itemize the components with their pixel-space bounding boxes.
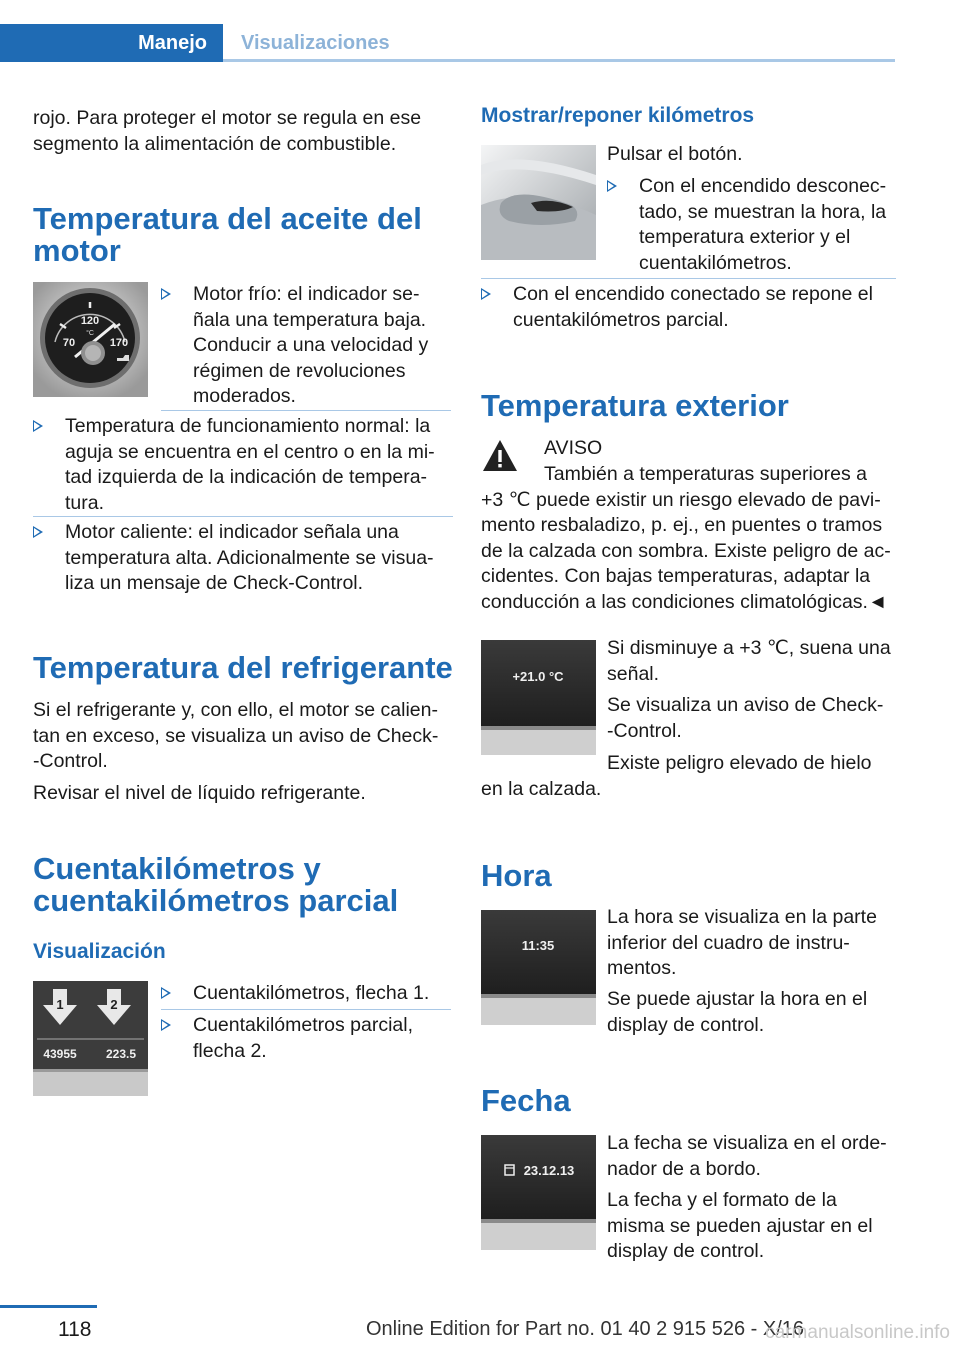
- exterior-paragraph-2: [607, 693, 883, 744]
- heading-oil-temperature: [33, 203, 422, 267]
- warning-line: mento resbaladizo, p. ej., en puentes o tramos: [481, 514, 883, 536]
- paragraph-line: señal.: [607, 662, 660, 685]
- hora-paragraph-2: [607, 987, 867, 1038]
- arrow-2-label: 2: [110, 997, 118, 1012]
- tab-manejo-label: Manejo: [138, 32, 207, 54]
- bullet-line: Cuentakilómetros parcial,: [193, 1014, 414, 1036]
- gauge-left-label: 70: [62, 337, 76, 349]
- warning-text: [481, 462, 901, 615]
- bullet-triangle-icon: [33, 420, 43, 432]
- bullet-line: Motor caliente: el indicador señala una: [65, 521, 399, 543]
- time-value: 11:35: [521, 938, 555, 953]
- paragraph-line: Si el refrigerante y, con ello, el motor se calien-: [33, 699, 438, 721]
- paragraph-line: nador de a bordo.: [607, 1157, 761, 1180]
- watermark: carmanualsonline.info: [765, 1322, 950, 1343]
- exterior-temp-display-image: [481, 640, 596, 755]
- bullet-line: moderados.: [193, 385, 296, 407]
- paragraph-line: Se puede ajustar la hora en el: [607, 988, 868, 1010]
- paragraph-line: -Control.: [607, 719, 682, 742]
- warning-line: También a temperaturas superiores a: [544, 463, 867, 485]
- warning-line: conducción a las condiciones climatológicas.◄: [481, 590, 888, 613]
- bullet-line: cuentakilómetros parcial.: [513, 308, 729, 331]
- bullet-line: Con el encendido conectado se repone el: [513, 283, 873, 305]
- trip-value: 223.5: [105, 1047, 137, 1061]
- bullet-triangle-icon: [607, 180, 617, 192]
- warning-line: +3 ℃ puede existir un riesgo elevado de pavi-: [481, 488, 881, 511]
- bullet-line: Con el encendido desconec-: [639, 175, 887, 197]
- chapter-tabs: [0, 24, 895, 62]
- odometer-value: 43955: [43, 1047, 77, 1061]
- exterior-paragraph-3: [481, 751, 901, 802]
- bullet-line: tado, se muestran la hora, la: [639, 200, 887, 223]
- paragraph-line: Se visualiza un aviso de Check-: [607, 694, 884, 716]
- bullet-triangle-icon: [161, 1019, 171, 1031]
- oil-gauge-image: [33, 282, 148, 397]
- footer-rule: [0, 1305, 97, 1308]
- heading-odometer: [33, 853, 398, 917]
- coolant-paragraph: [33, 698, 453, 775]
- heading-line: Cuentakilómetros y: [33, 851, 321, 886]
- bullet-line: temperatura exterior y el: [639, 226, 851, 248]
- heading-line: motor: [33, 233, 121, 268]
- oil-gauge-graphic: [33, 282, 148, 397]
- bullet-triangle-icon: [33, 526, 43, 538]
- heading-line: cuentakilómetros parcial: [33, 883, 399, 918]
- heading-exterior-temperature: Temperatura exterior: [481, 388, 789, 423]
- bullet-line: Conducir a una velocidad y: [193, 334, 429, 356]
- paragraph-line: tan en exceso, se visualiza un aviso de Check-: [33, 724, 439, 747]
- paragraph-line: -Control.: [33, 750, 108, 772]
- exterior-paragraph-1: [607, 636, 891, 687]
- header-rule: [223, 59, 895, 62]
- subheading-show-reset: Mostrar/reponer kilómetros: [481, 104, 755, 127]
- bullet-line: liza un mensaje de Check-Control.: [65, 572, 364, 594]
- reset-button-image: [481, 145, 596, 260]
- intro-line: segmento la alimentación de combustible.: [33, 132, 397, 155]
- gauge-top-label: 120: [80, 315, 100, 327]
- heading-line: Temperatura del aceite del: [33, 201, 422, 236]
- tab-visualizaciones[interactable]: [223, 24, 895, 62]
- paragraph-line: La fecha y el formato de la: [607, 1189, 837, 1211]
- bullet-line: Cuentakilómetros, flecha 1.: [193, 982, 430, 1004]
- coolant-paragraph-2: Revisar el nivel de líquido refrigerante.: [33, 782, 366, 804]
- reset-button-graphic: [481, 145, 596, 260]
- odometer-image: [33, 981, 148, 1096]
- fecha-paragraph-2: [607, 1188, 873, 1265]
- bullet-line: temperatura alta. Adicionalmente se visua-: [65, 546, 434, 569]
- bullet-triangle-icon: [161, 288, 171, 300]
- paragraph-line: en la calzada.: [481, 777, 602, 800]
- show-paragraph: Pulsar el botón.: [607, 143, 743, 165]
- odometer-graphic: [33, 981, 148, 1096]
- subheading-visualizacion: Visualización: [33, 940, 166, 963]
- warning-label: AVISO: [544, 437, 603, 459]
- paragraph-line: Si disminuye a +3 ℃, suena una: [607, 637, 891, 659]
- gauge-unit-label: °C: [86, 330, 94, 337]
- bullet-line: tad izquierda de la indicación de tempera-: [65, 466, 428, 488]
- date-display-image: [481, 1135, 596, 1250]
- page-number: 118: [58, 1318, 92, 1341]
- paragraph-line: display de control.: [607, 1240, 765, 1262]
- paragraph-line: mentos.: [607, 957, 677, 979]
- time-display-image: [481, 910, 596, 1025]
- intro-paragraph: [33, 106, 453, 157]
- paragraph-line: inferior del cuadro de instru-: [607, 931, 850, 954]
- bullet-line: ñala una temperatura baja.: [193, 308, 427, 331]
- gauge-right-label: 170: [109, 337, 129, 349]
- list-divider: [161, 410, 451, 411]
- intro-line: rojo. Para proteger el motor se regula en ese: [33, 107, 422, 129]
- date-value: 23.12.13: [523, 1163, 575, 1178]
- arrow-1-label: 1: [56, 997, 64, 1012]
- warning-line: cidentes. Con bajas temperaturas, adaptar la: [481, 565, 871, 587]
- bullet-line: Temperatura de funcionamiento normal: la: [65, 415, 431, 437]
- fecha-paragraph-1: [607, 1131, 887, 1182]
- bullet-line: tura.: [65, 491, 105, 514]
- list-divider: [481, 278, 896, 279]
- bullet-line: Motor frío: el indicador se-: [193, 283, 420, 305]
- bullet-line: aguja se encuentra en el centro o en la mi-: [65, 440, 435, 463]
- edition-note: Online Edition for Part no. 01 40 2 915 526 - X/16: [365, 1318, 805, 1340]
- heading-hora: Hora: [481, 858, 552, 893]
- list-divider: [33, 516, 453, 517]
- paragraph-line: misma se pueden ajustar en el: [607, 1214, 873, 1237]
- tab-visualizaciones-label: Visualizaciones: [241, 32, 390, 54]
- warning-line: de la calzada con sombra. Existe peligro de ac-: [481, 539, 891, 562]
- tab-manejo[interactable]: [0, 24, 223, 62]
- list-divider: [161, 1009, 451, 1010]
- bullet-triangle-icon: [161, 987, 171, 999]
- bullet-line: flecha 2.: [193, 1039, 267, 1062]
- heading-coolant-temperature: Temperatura del refrigerante: [33, 650, 453, 685]
- paragraph-line: Existe peligro elevado de hielo: [607, 752, 872, 774]
- exterior-temp-value: +21.0 °C: [512, 669, 564, 684]
- paragraph-line: La hora se visualiza en la parte: [607, 906, 877, 928]
- heading-fecha: Fecha: [481, 1083, 571, 1118]
- bullet-triangle-icon: [481, 288, 491, 300]
- bullet-line: cuentakilómetros.: [639, 251, 792, 274]
- paragraph-line: La fecha se visualiza en el orde-: [607, 1132, 887, 1154]
- hora-paragraph-1: [607, 905, 877, 982]
- paragraph-line: display de control.: [607, 1013, 765, 1036]
- bullet-line: régimen de revoluciones: [193, 359, 406, 382]
